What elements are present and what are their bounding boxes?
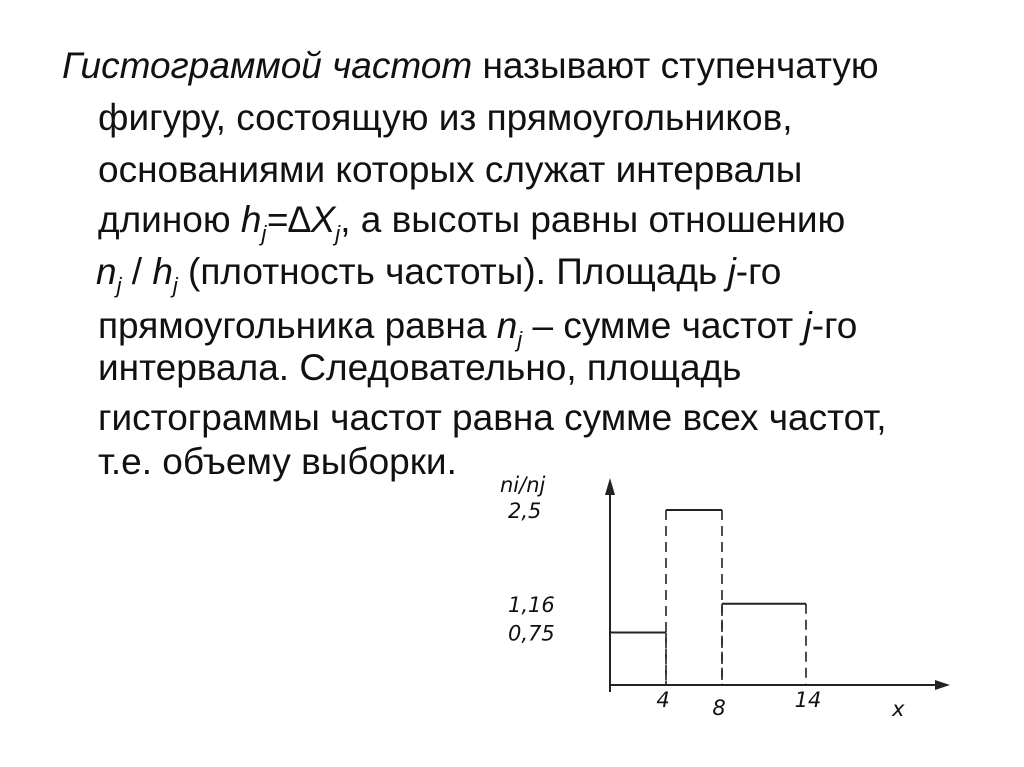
y-axis-arrow	[605, 478, 615, 495]
subscript-j: j	[261, 221, 267, 246]
subscript-j: j	[517, 327, 523, 352]
axis-ticks	[508, 499, 821, 720]
formula-h: h	[152, 251, 173, 292]
text-line-5	[96, 250, 781, 299]
text-line-9: т.е. объему выборки.	[98, 441, 457, 482]
formula-n: n	[496, 305, 518, 346]
x-tick-label: 4	[656, 688, 670, 712]
y-axis-label: ni/nj	[500, 473, 546, 497]
text-line-3: основаниями которых служат интервалы	[98, 149, 803, 190]
y-tick-label: 2,5	[508, 499, 542, 523]
subscript-j: j	[335, 221, 341, 246]
text-line-1	[62, 44, 879, 88]
text-line-5-c: -го	[735, 251, 782, 292]
text-line-8: гистограммы частот равна сумме всех частот,	[98, 397, 887, 438]
term-italic: Гистограммой частот	[62, 45, 473, 86]
text-line-1-rest: называют ступенчатую	[472, 45, 879, 86]
text-line-2: фигуру, состоящую из прямоугольников,	[98, 97, 793, 138]
text-line-6-c: -го	[811, 305, 858, 346]
text-line-7: интервала. Следовательно, площадь	[98, 347, 742, 388]
text-line-6-a: прямоугольника равна	[98, 305, 497, 346]
formula-j: j	[727, 251, 736, 292]
text-line-4-b: , а высоты равны отношению	[340, 199, 846, 240]
formula-slash: /	[121, 251, 153, 292]
text-line-4	[98, 198, 845, 247]
text-line-4-a: длиною	[98, 199, 241, 240]
formula-delta-x: =∆X	[266, 199, 336, 240]
histogram-chart	[480, 470, 950, 730]
subscript-j: j	[116, 273, 122, 298]
x-axis-arrow	[935, 680, 950, 690]
x-axis-label: x	[892, 697, 905, 721]
y-tick-label: 0,75	[508, 621, 555, 646]
formula-j: j	[803, 305, 812, 346]
y-tick-label: 1,16	[508, 592, 555, 617]
text-line-5-b: (плотность частоты). Площадь	[177, 251, 728, 292]
histogram-svg	[480, 470, 950, 730]
histogram-bars	[610, 510, 806, 685]
formula-n: n	[96, 251, 117, 292]
x-tick-label: 14	[794, 688, 822, 712]
formula-h: h	[240, 199, 262, 240]
subscript-j: j	[172, 273, 178, 298]
text-line-6-b: – сумме частот	[522, 305, 804, 346]
x-tick-label: 8	[712, 696, 726, 720]
